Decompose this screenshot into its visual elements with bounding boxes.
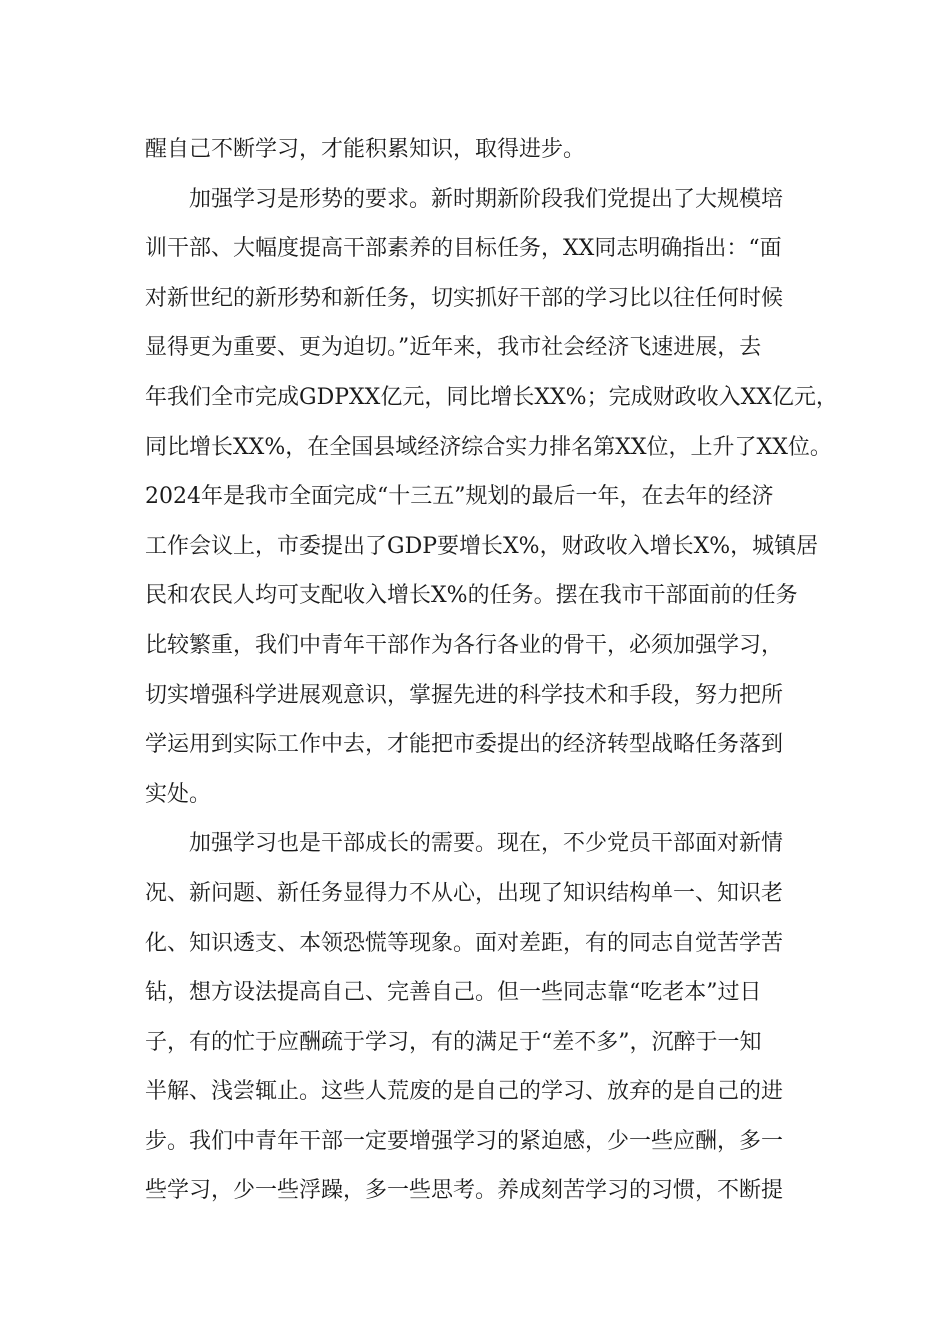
text-line: 半解、浅尝辄止。这些人荒废的是自己的学习、放弃的是自己的进 <box>145 1079 784 1105</box>
text-line: 步。我们中青年干部一定要增强学习的紧迫感，少一些应酬，多一 <box>145 1128 784 1154</box>
text-line: 子，有的忙于应酬疏于学习，有的满足于“差不多”，沉醉于一知 <box>145 1029 762 1055</box>
body-text <box>145 125 845 1216</box>
text-line: 况、新问题、新任务显得力不从心，出现了知识结构单一、知识老 <box>145 880 784 906</box>
text-line: 工作会议上，市委提出了GDP要增长X%，财政收入增长X%，城镇居 <box>145 533 819 559</box>
text-line: 化、知识透支、本领恐慌等现象。面对差距，有的同志自觉苦学苦 <box>145 930 784 956</box>
paragraph-first-line: 加强学习是形势的要求。新时期新阶段我们党提出了大规模培 <box>189 186 784 212</box>
text-line: 对新世纪的新形势和新任务，切实抓好干部的学习比以往任何时候 <box>145 285 784 311</box>
text-line: 年我们全市完成GDPXX亿元，同比增长XX%；完成财政收入XX亿元， <box>145 384 838 410</box>
text-line: 些学习，少一些浮躁，多一些思考。养成刻苦学习的习惯，不断提 <box>145 1178 784 1204</box>
text-line: 比较繁重，我们中青年干部作为各行各业的骨干，必须加强学习， <box>145 632 784 658</box>
paragraph-first-line: 加强学习也是干部成长的需要。现在，不少党员干部面对新情 <box>189 831 784 857</box>
text-line: 学运用到实际工作中去，才能把市委提出的经济转型战略任务落到 <box>145 732 784 758</box>
text-line: 实处。 <box>145 781 212 807</box>
text-line: 同比增长XX%，在全国县域经济综合实力排名第XX位，上升了XX位。 <box>145 434 832 460</box>
text-line: 民和农民人均可支配收入增长X%的任务。摆在我市干部面前的任务 <box>145 583 798 609</box>
text-line: 切实增强科学进展观意识，掌握先进的科学技术和手段，努力把所 <box>145 682 784 708</box>
text-line: 醒自己不断学习，才能积累知识，取得进步。 <box>145 137 586 162</box>
text-line: 显得更为重要、更为迫切。”近年来，我市社会经济飞速进展，去 <box>145 335 762 361</box>
text-line: 2024年是我市全面完成“十三五”规划的最后一年，在去年的经济 <box>145 484 774 510</box>
text-line: 钻，想方设法提高自己、完善自己。但一些同志靠“吃老本”过日 <box>145 980 762 1006</box>
text-line: 训干部、大幅度提高干部素养的目标任务，XX同志明确指出：“面 <box>145 236 782 262</box>
